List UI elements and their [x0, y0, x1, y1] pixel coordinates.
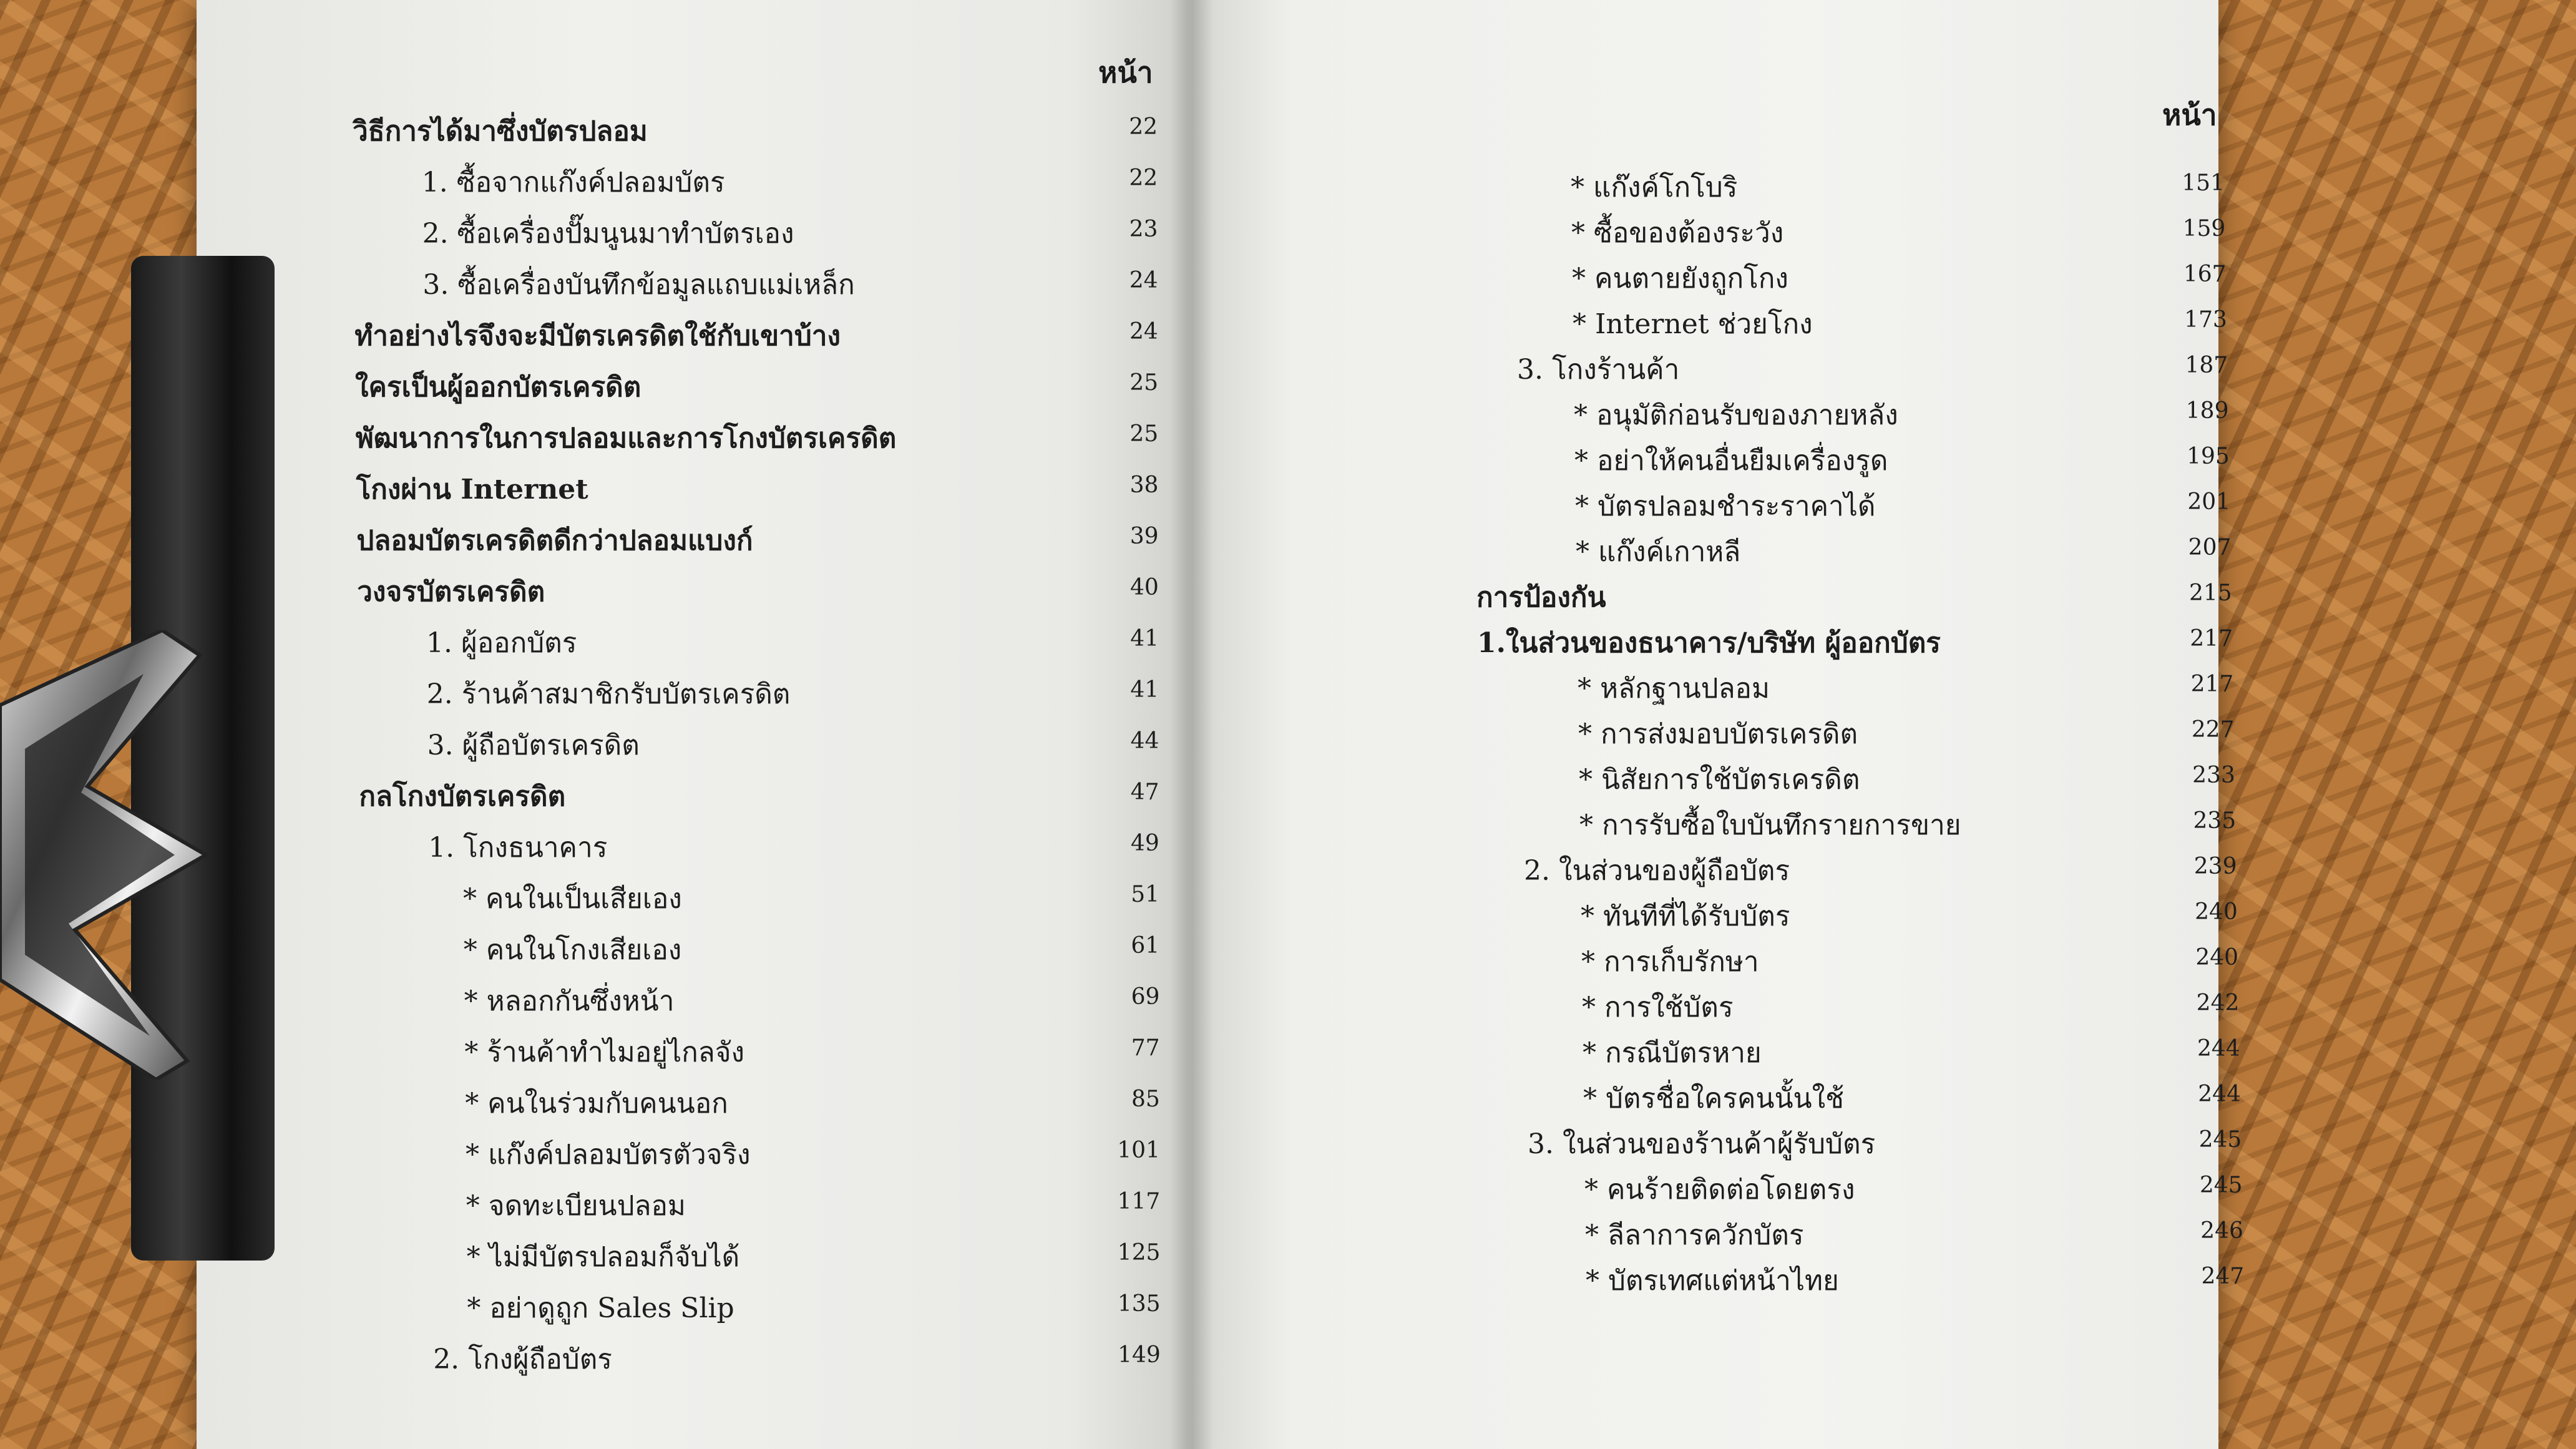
toc-entry-title: * การส่งมอบบัตรเครดิต [1578, 718, 1858, 750]
toc-entry-title: 3. ในส่วนของร้านค้าผู้รับบัตร [1528, 1128, 1876, 1160]
toc-entry-title: * การรับซื้อใบบันทึกรายการขาย [1579, 809, 1961, 841]
toc-entry-title: 2. โกงผู้ถือบัตร [433, 1344, 612, 1375]
toc-entry-page: 240 [2195, 945, 2239, 970]
toc-entry-page: 227 [2191, 717, 2235, 743]
toc-entry-title: ใครเป็นผู้ออกบัตรเครดิต [355, 371, 642, 403]
toc-entry-page: 195 [2187, 444, 2230, 469]
toc-entry-page: 85 [1131, 1086, 1160, 1112]
open-book [197, 0, 2245, 1449]
toc-entry-page: 41 [1130, 677, 1159, 703]
toc-entry-title: * กรณีบัตรหาย [1583, 1037, 1762, 1069]
toc-entry-title: * คนในโกงเสียเอง [463, 934, 682, 966]
toc-entry-page: 187 [2185, 353, 2228, 378]
toc-entry-page: 51 [1131, 882, 1159, 907]
right-page [1189, 0, 2245, 1449]
toc-entry-title: 3. ซื้อเครื่องบันทึกข้อมูลแถบแม่เหล็ก [422, 269, 855, 301]
toc-entry-page: 233 [2192, 763, 2235, 788]
toc-entry-title: * ทันทีที่ได้รับบัตร [1581, 900, 1790, 932]
left-page [197, 0, 1189, 1449]
toc-entry-page: 245 [2198, 1127, 2242, 1153]
toc-entry-page: 77 [1131, 1035, 1160, 1061]
toc-entry-title: 2. ในส่วนของผู้ถือบัตร [1524, 855, 1790, 887]
toc-entry-title: * คนในร่วมกับคนนอก [465, 1088, 728, 1120]
toc-entry-page: 24 [1129, 268, 1158, 293]
toc-entry-page: 244 [2197, 1036, 2240, 1061]
toc-entry-page: 117 [1117, 1189, 1161, 1214]
toc-entry-page: 22 [1129, 114, 1158, 140]
toc-entry-page: 189 [2185, 398, 2229, 424]
toc-entry-title: * การเก็บรักษา [1581, 946, 1759, 978]
toc-entry-page: 167 [2183, 261, 2227, 287]
toc-entry-title: * แก๊งค์ปลอมบัตรตัวจริง [466, 1139, 751, 1171]
toc-entry-page: 69 [1131, 984, 1160, 1010]
toc-entry-title: * อย่าให้คนอื่นยืมเครื่องรูด [1574, 445, 1888, 477]
toc-entry-page: 201 [2187, 489, 2231, 515]
toc-entry-page: 244 [2198, 1081, 2241, 1107]
toc-entry-page: 49 [1130, 831, 1159, 856]
toc-entry-title: * การใช้บัตร [1582, 992, 1734, 1023]
toc-entry-title: * นิสัยการใช้บัตรเครดิต [1579, 764, 1860, 796]
toc-entry-title: 3. โกงร้านค้า [1517, 354, 1680, 386]
toc-entry-page: 239 [2193, 854, 2237, 879]
toc-entry-title: * บัตรชื่อใครคนนั้นใช้ [1583, 1083, 1844, 1115]
toc-entry-title: * อย่าดูถูก Sales Slip [467, 1292, 734, 1324]
toc-entry-title: 2. ร้านค้าสมาชิกรับบัตรเครดิต [426, 678, 791, 710]
toc-entry-title: พัฒนาการในการปลอมและการโกงบัตรเครดิต [355, 422, 897, 454]
toc-entry-page: 25 [1129, 421, 1159, 447]
toc-entry-title: * จดทะเบียนปลอม [466, 1190, 686, 1222]
toc-entry-page: 39 [1129, 524, 1159, 549]
toc-entry-title: * อนุมัติก่อนรับของภายหลัง [1574, 399, 1898, 431]
toc-entry-title: วงจรบัตรเครดิต [357, 576, 545, 608]
toc-entry-page: 47 [1130, 779, 1159, 805]
binder-clip [0, 256, 281, 1267]
toc-entry-page: 44 [1130, 728, 1159, 754]
toc-entry-title: * คนในเป็นเสียเอง [463, 883, 682, 915]
toc-entry-title: * แก๊งค์โกโบริ [1571, 172, 1738, 203]
toc-entry-title: วิธีการได้มาซึ่งบัตรปลอม [353, 115, 648, 147]
toc-entry-title: โกงผ่าน Internet [356, 474, 588, 505]
toc-entry-page: 24 [1129, 319, 1158, 344]
toc-entry-title: * คนตายยังถูกโกง [1572, 263, 1788, 295]
toc-entry-page: 217 [2190, 626, 2233, 651]
toc-entry-title: 3. ผู้ถือบัตรเครดิต [427, 729, 640, 761]
right-page-label: หน้า [2162, 98, 2217, 132]
toc-entry-page: 245 [2199, 1173, 2243, 1198]
toc-entry-title: * หลักฐานปลอม [1578, 673, 1770, 705]
toc-entry-title: 1. โกงธนาคาร [428, 832, 608, 864]
left-page-label: หน้า [1098, 56, 1153, 89]
toc-entry-title: * ซื้อของต้องระวัง [1571, 217, 1784, 249]
toc-entry-page: 41 [1130, 626, 1159, 651]
toc-entry-page: 101 [1117, 1138, 1160, 1163]
toc-entry-title: * คนร้ายติดต่อโดยตรง [1584, 1174, 1855, 1206]
toc-entry-page: 207 [2188, 535, 2232, 560]
toc-entry-title: ทำอย่างไรจึงจะมีบัตรเครดิตใช้กับเขาบ้าง [354, 320, 841, 352]
toc-entry-page: 22 [1129, 165, 1158, 191]
toc-entry-title: 1. ผู้ออกบัตร [426, 627, 577, 659]
toc-entry-page: 242 [2196, 990, 2240, 1016]
toc-entry-page: 240 [2195, 899, 2238, 925]
toc-entry-title: * แก๊งค์เกาหลี [1576, 536, 1741, 568]
toc-entry-title: * บัตรเทศแต่หน้าไทย [1586, 1265, 1839, 1297]
book-gutter [1170, 0, 1214, 1449]
toc-entry-page: 149 [1118, 1342, 1161, 1368]
toc-entry-page: 135 [1117, 1291, 1161, 1317]
toc-entry-page: 25 [1129, 370, 1158, 396]
toc-entry-title: * ไม่มีบัตรปลอมก็จับได้ [466, 1241, 740, 1273]
toc-entry-page: 235 [2193, 808, 2237, 834]
toc-entry-title: กลโกงบัตรเครดิต [359, 781, 566, 812]
toc-entry-page: 38 [1129, 472, 1159, 498]
toc-entry-title: ปลอมบัตรเครดิตดีกว่าปลอมแบงก์ [356, 525, 753, 557]
toc-entry-page: 61 [1131, 933, 1160, 959]
toc-entry-page: 23 [1129, 217, 1158, 242]
toc-entry-page: 247 [2201, 1264, 2245, 1289]
toc-entry-page: 40 [1129, 575, 1159, 600]
binder-clip-arm [0, 630, 237, 1080]
toc-entry-title: 1. ซื้อจากแก๊งค์ปลอมบัตร [421, 167, 725, 198]
toc-entry-page: 125 [1117, 1240, 1161, 1266]
toc-entry-title: 2. ซื้อเครื่องปั๊มนูนมาทำบัตรเอง [422, 218, 794, 250]
toc-entry-page: 159 [2182, 216, 2226, 242]
toc-entry-page: 217 [2190, 671, 2234, 697]
toc-entry-page: 151 [2182, 170, 2225, 196]
toc-entry-title: * บัตรปลอมชำระราคาได้ [1575, 490, 1876, 522]
toc-entry-title: * ลีลาการควักบัตร [1585, 1219, 1804, 1251]
toc-entry-page: 215 [2188, 580, 2232, 606]
toc-entry-title: * ร้านค้าทำไมอยู่ไกลจัง [464, 1037, 744, 1068]
toc-entry-title: * หลอกกันซึ่งหน้า [464, 985, 675, 1017]
toc-entry-title: การป้องกัน [1476, 582, 1606, 613]
toc-entry-title: * Internet ช่วยโกง [1573, 308, 1813, 340]
toc-entry-page: 246 [2200, 1218, 2243, 1244]
toc-entry-page: 173 [2184, 307, 2227, 333]
toc-entry-title: 1.ในส่วนของธนาคาร/บริษัท ผู้ออกบัตร [1477, 627, 1941, 659]
